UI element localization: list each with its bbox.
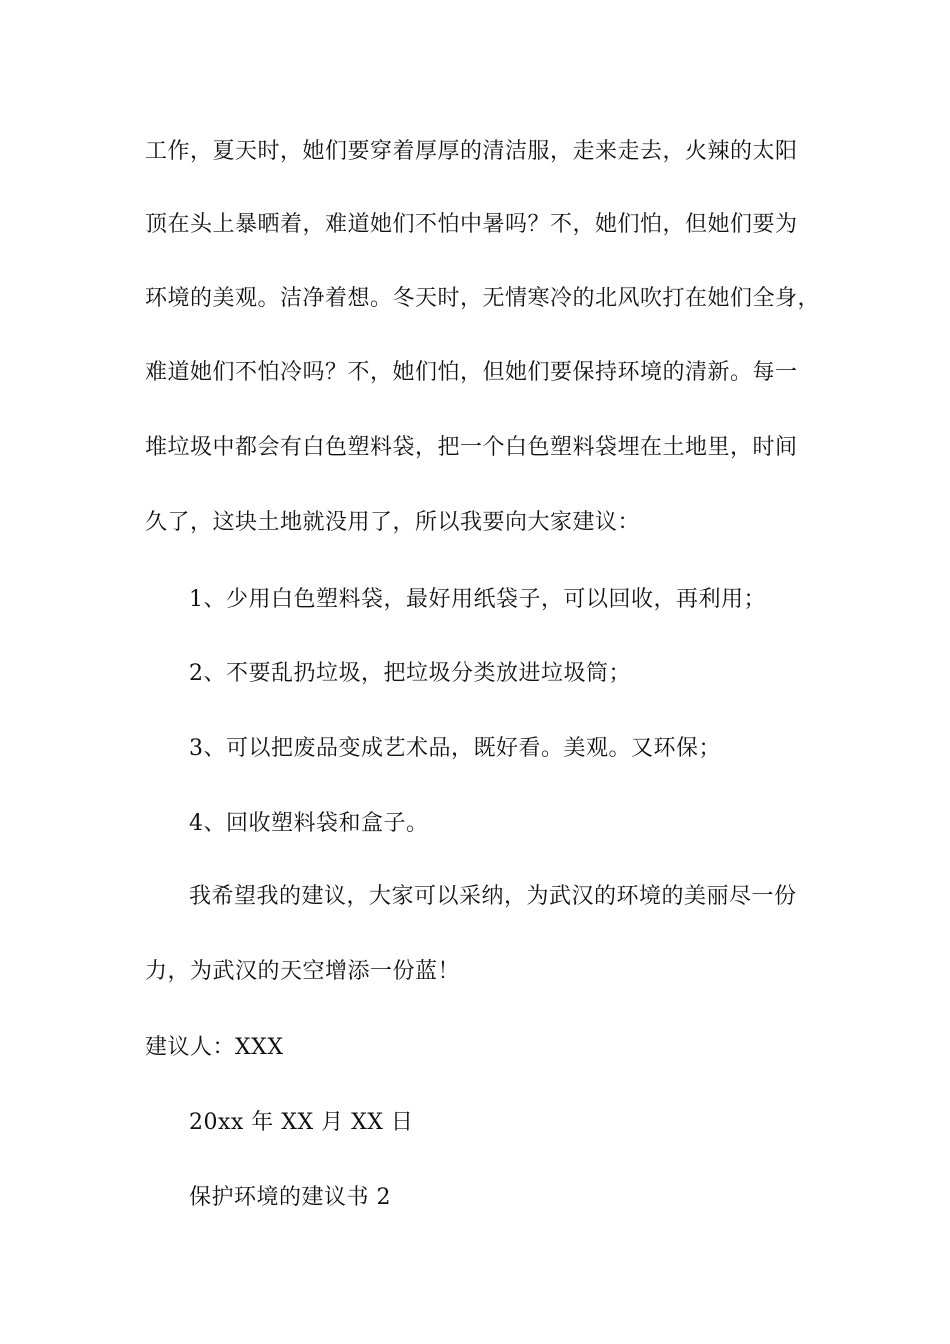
suggestion-item-2: 2、不要乱扔垃圾，把垃圾分类放进垃圾筒；: [189, 661, 631, 686]
date: 20xx 年 XX 月 XX 日: [189, 1110, 414, 1135]
body-line-5: 堆垃圾中都会有白色塑料袋，把一个白色塑料袋埋在土地里，时间: [145, 435, 798, 460]
body-line-3: 环境的美观。洁净着想。冬天时，无情寒冷的北风吹打在她们全身，: [145, 286, 821, 311]
body-line-6: 久了，这块土地就没用了，所以我要向大家建议：: [145, 510, 641, 535]
body-line-2: 顶在头上暴晒着，难道她们不怕中暑吗？不，她们怕，但她们要为: [145, 212, 798, 237]
next-section-title: 保护环境的建议书 2: [189, 1185, 391, 1210]
suggestion-item-4: 4、回收塑料袋和盒子。: [189, 811, 429, 836]
body-line-1: 工作，夏天时，她们要穿着厚厚的清洁服，走来走去，火辣的太阳: [145, 139, 798, 164]
suggestion-item-3: 3、可以把废品变成艺术品，既好看。美观。又环保；: [189, 736, 721, 761]
closing-line-2: 力，为武汉的天空增添一份蓝！: [145, 959, 461, 984]
suggestion-item-1: 1、少用白色塑料袋，最好用纸袋子，可以回收，再利用；: [189, 587, 766, 612]
closing-line-1: 我希望我的建议，大家可以采纳，为武汉的环境的美丽尽一份: [189, 884, 797, 909]
body-line-4: 难道她们不怕冷吗？不，她们怕，但她们要保持环境的清新。每一: [145, 360, 798, 385]
signer: 建议人：XXX: [145, 1035, 284, 1060]
